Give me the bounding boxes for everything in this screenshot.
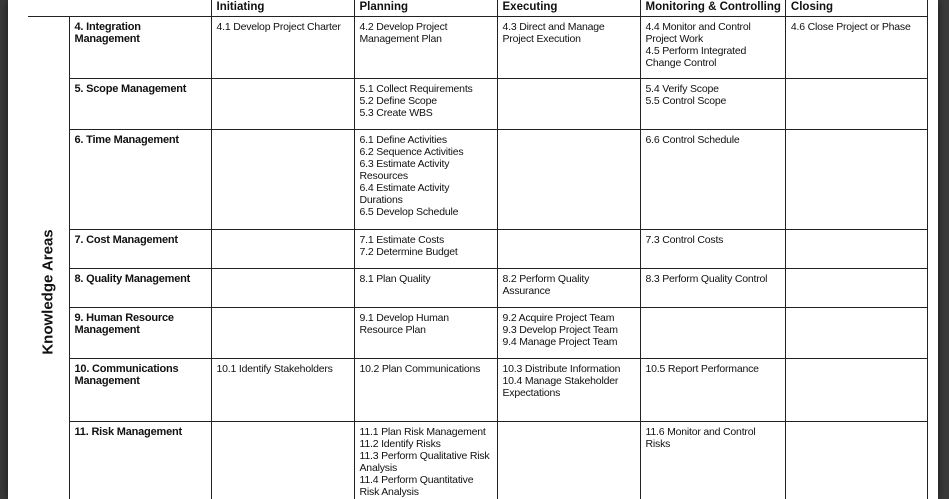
process-item: 9.1 Develop Human Resource Plan (359, 312, 449, 336)
knowledge-area-name: 4. Integration Management (74, 21, 141, 45)
table-row (28, 17, 927, 79)
knowledge-area-cell (69, 17, 211, 79)
process-cell-initiating (211, 422, 354, 499)
process-cell-planning (354, 422, 497, 499)
process-item: 7.3 Control Costs (645, 234, 724, 246)
process-list (786, 422, 927, 430)
process-cell-executing (497, 17, 640, 79)
process-item: 11.3 Perform Qualitative Risk Analysis (359, 450, 490, 474)
process-cell-closing (785, 79, 927, 130)
process-cell-planning (354, 17, 497, 79)
header-label: Executing (502, 1, 558, 13)
process-cell-initiating (211, 308, 354, 359)
knowledge-area-name: 10. Communications Management (74, 363, 179, 387)
process-list (212, 422, 354, 430)
process-cell-planning (354, 230, 497, 269)
process-list (355, 17, 497, 49)
knowledge-area-cell (69, 79, 211, 130)
process-item: 5.3 Create WBS (359, 107, 433, 119)
table-row (28, 308, 927, 359)
process-item: 5.5 Control Scope (645, 95, 727, 107)
process-cell-closing (785, 130, 927, 230)
process-cell-closing (785, 308, 927, 359)
process-list (498, 17, 640, 49)
process-item: 10.3 Distribute Information (502, 363, 621, 375)
header-row (28, 0, 927, 17)
header-initiating (211, 0, 354, 17)
process-cell-initiating (211, 130, 354, 230)
process-cell-executing (497, 308, 640, 359)
process-item: 6.1 Define Activities (359, 134, 447, 146)
process-cell-planning (354, 359, 497, 422)
process-cell-monitoring (640, 359, 785, 422)
process-item: 6.6 Control Schedule (645, 134, 740, 146)
process-list (498, 269, 640, 301)
knowledge-areas-side-cell (28, 17, 69, 499)
table-body (28, 17, 927, 499)
process-cell-executing (497, 230, 640, 269)
header-executing (497, 0, 640, 17)
process-item: 7.1 Estimate Costs (359, 234, 445, 246)
process-list (641, 308, 785, 316)
process-group-table (28, 0, 928, 499)
process-list (355, 422, 497, 499)
process-list (786, 79, 927, 87)
header-closing (785, 0, 927, 17)
process-cell-executing (497, 79, 640, 130)
process-item: 8.2 Perform Quality Assurance (502, 273, 590, 297)
table-row (28, 130, 927, 230)
process-cell-monitoring (640, 130, 785, 230)
process-list (641, 17, 785, 73)
process-list (212, 308, 354, 316)
process-list (355, 130, 497, 222)
process-item: 4.3 Direct and Manage Project Execution (502, 21, 605, 45)
process-list (786, 308, 927, 316)
process-cell-closing (785, 422, 927, 499)
process-list (641, 269, 785, 289)
process-cell-planning (354, 308, 497, 359)
process-list (212, 17, 354, 37)
process-list (212, 230, 354, 238)
process-cell-monitoring (640, 230, 785, 269)
process-list (212, 359, 354, 379)
process-item: 4.1 Develop Project Charter (216, 21, 341, 33)
knowledge-area-cell (69, 422, 211, 499)
knowledge-area-cell (69, 359, 211, 422)
header-label: Initiating (216, 1, 265, 13)
process-item: 4.6 Close Project or Phase (790, 21, 911, 33)
process-item: 10.4 Manage Stakeholder Expectations (502, 375, 619, 399)
process-item: 8.1 Plan Quality (359, 273, 431, 285)
process-item: 9.4 Manage Project Team (502, 336, 618, 348)
process-list (498, 79, 640, 87)
knowledge-area-cell (69, 308, 211, 359)
process-cell-monitoring (640, 308, 785, 359)
header-label: Monitoring & Controlling (645, 1, 781, 13)
process-cell-monitoring (640, 79, 785, 130)
knowledge-area-name: 7. Cost Management (74, 234, 178, 246)
process-cell-closing (785, 269, 927, 308)
knowledge-area-name: 6. Time Management (74, 134, 179, 146)
process-cell-monitoring (640, 17, 785, 79)
process-cell-monitoring (640, 269, 785, 308)
process-item: 11.4 Perform Quantitative Risk Analysis (359, 474, 474, 498)
knowledge-area-cell (69, 130, 211, 230)
table-row (28, 359, 927, 422)
process-cell-initiating (211, 79, 354, 130)
process-list (355, 359, 497, 379)
process-cell-initiating (211, 17, 354, 79)
process-list (498, 130, 640, 138)
process-cell-initiating (211, 359, 354, 422)
header-label: Closing (790, 1, 834, 13)
process-item: 4.2 Develop Project Management Plan (359, 21, 448, 45)
process-list (641, 422, 785, 454)
process-item: 5.1 Collect Requirements (359, 83, 473, 95)
process-list (212, 79, 354, 87)
process-cell-initiating (211, 230, 354, 269)
process-item: 9.2 Acquire Project Team (502, 312, 615, 324)
process-cell-planning (354, 79, 497, 130)
process-item: 5.2 Define Scope (359, 95, 437, 107)
process-list (641, 359, 785, 379)
knowledge-area-name: 9. Human Resource Management (74, 312, 174, 336)
table-row (28, 422, 927, 499)
process-cell-executing (497, 130, 640, 230)
header-monitoring (640, 0, 785, 17)
process-list (355, 269, 497, 289)
process-list (786, 130, 927, 138)
process-list (786, 230, 927, 238)
process-item: 10.5 Report Performance (645, 363, 759, 375)
process-item: 11.2 Identify Risks (359, 438, 441, 450)
process-item: 10.2 Plan Communications (359, 363, 481, 375)
knowledge-area-name: 8. Quality Management (74, 273, 191, 285)
document-page (8, 0, 938, 499)
process-list (498, 230, 640, 238)
process-cell-initiating (211, 269, 354, 308)
knowledge-areas-label: Knowledge Areas (39, 229, 57, 355)
corner-cell (28, 0, 211, 17)
process-list (355, 79, 497, 123)
process-list (498, 359, 640, 403)
process-item: 6.5 Develop Schedule (359, 206, 459, 218)
table-row (28, 269, 927, 308)
process-item: 4.4 Monitor and Control Project Work (645, 21, 751, 45)
process-item: 11.6 Monitor and Control Risks (645, 426, 756, 450)
process-item: 7.2 Determine Budget (359, 246, 458, 258)
process-list (212, 130, 354, 138)
process-item: 4.5 Perform Integrated Change Control (645, 45, 747, 69)
process-cell-closing (785, 359, 927, 422)
process-item: 8.3 Perform Quality Control (645, 273, 768, 285)
knowledge-area-cell (69, 230, 211, 269)
table-row (28, 79, 927, 130)
process-list (786, 359, 927, 367)
process-cell-executing (497, 359, 640, 422)
header-label: Planning (359, 1, 409, 13)
process-list (498, 422, 640, 430)
process-list (786, 269, 927, 277)
process-list (641, 230, 785, 250)
process-item: 6.2 Sequence Activities (359, 146, 464, 158)
header-planning (354, 0, 497, 17)
process-cell-planning (354, 269, 497, 308)
process-cell-closing (785, 230, 927, 269)
process-item: 6.4 Estimate Activity Durations (359, 182, 450, 206)
process-item: 9.3 Develop Project Team (502, 324, 618, 336)
process-list (355, 230, 497, 262)
process-list (498, 308, 640, 352)
process-cell-planning (354, 130, 497, 230)
process-list (786, 17, 927, 37)
process-item: 11.1 Plan Risk Management (359, 426, 486, 438)
process-cell-closing (785, 17, 927, 79)
process-list (641, 79, 785, 111)
table-row (28, 230, 927, 269)
knowledge-area-name: 11. Risk Management (74, 426, 182, 438)
process-item: 10.1 Identify Stakeholders (216, 363, 333, 375)
process-item: 5.4 Verify Scope (645, 83, 719, 95)
knowledge-area-cell (69, 269, 211, 308)
knowledge-area-name: 5. Scope Management (74, 83, 187, 95)
process-list (355, 308, 497, 340)
process-item: 6.3 Estimate Activity Resources (359, 158, 450, 182)
process-list (212, 269, 354, 277)
process-cell-monitoring (640, 422, 785, 499)
process-cell-executing (497, 269, 640, 308)
process-list (641, 130, 785, 150)
process-cell-executing (497, 422, 640, 499)
